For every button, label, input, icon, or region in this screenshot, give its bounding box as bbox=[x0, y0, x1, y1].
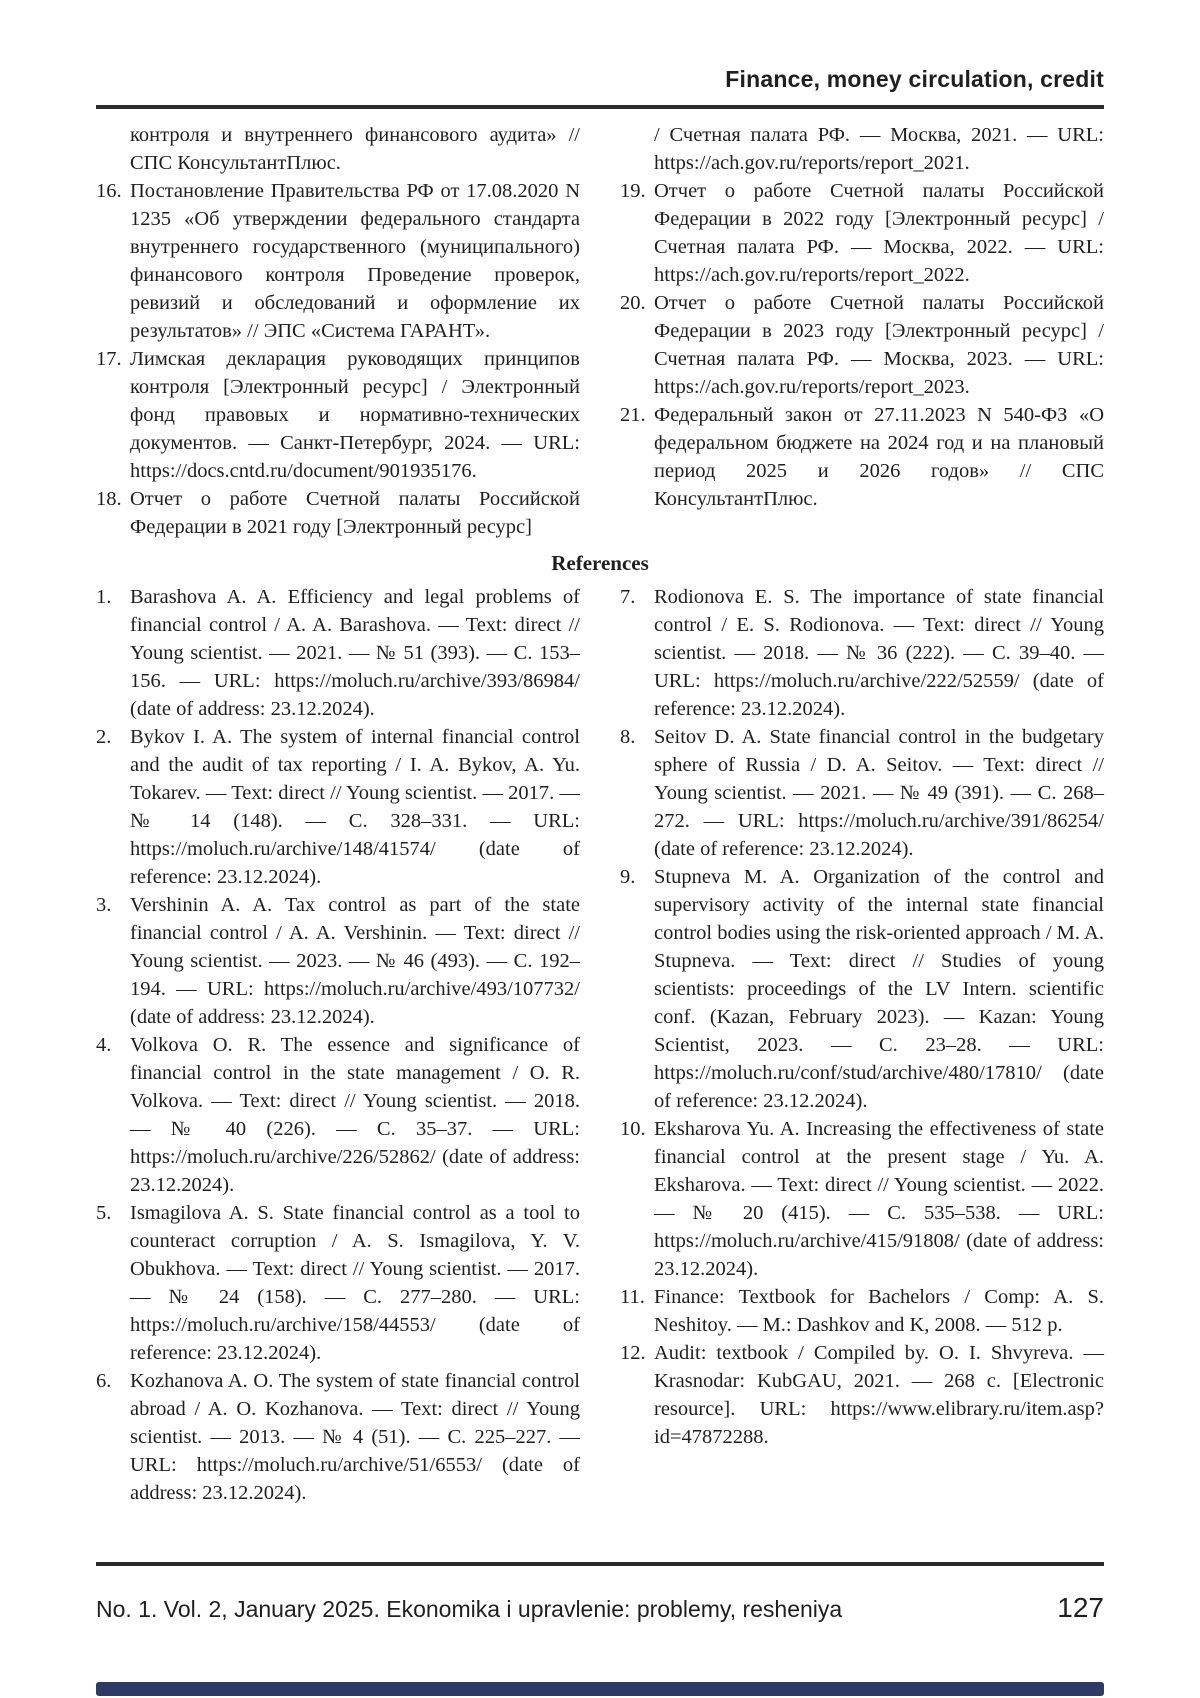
reference-number bbox=[96, 121, 130, 177]
footer-rule bbox=[96, 1562, 1104, 1566]
reference-item bbox=[620, 1339, 1104, 1451]
reference-text: Vershinin A. A. Tax control as part of the state financial control / A. A. Vershinin. — Text: direct // Young scientist. — 2023. — № 46 (493). — С. 192–194. — URL: https://moluch.ru/archive/493/107732/ (date of address: 23.12.2024). bbox=[130, 894, 580, 1028]
reference-text: Rodionova E. S. The importance of state financial control / E. S. Rodionova. — Text: direct // Young scientist. — 2018. — № 36 (222). — С. 39–40. — URL: https://moluch.ru/archive/222/52559/ (date of reference: 23.12.2024). bbox=[654, 586, 1104, 720]
page-footer bbox=[96, 1562, 1104, 1624]
references-right-column bbox=[620, 583, 1104, 1507]
reference-item bbox=[96, 1199, 580, 1367]
reference-number: 3. bbox=[96, 894, 112, 916]
reference-item bbox=[96, 485, 580, 541]
reference-number: 21. bbox=[620, 404, 646, 426]
reference-text: Ismagilova A. S. State financial control as a tool to counteract corruption / A. S. Ismagilova, Y. V. Obukhova. — Text: direct // Young scientist. — 2017. — № 24 (158). — С. 277–280. — URL: https://moluch.ru/archive/158/44553/ (date of reference: 23.12.2024). bbox=[130, 1202, 580, 1364]
reference-number: 2. bbox=[96, 726, 112, 748]
section-title: Finance, money circulation, credit bbox=[725, 66, 1104, 92]
reference-item bbox=[620, 1115, 1104, 1283]
reference-text: Отчет о работе Счетной палаты Российской Федерации в 2023 году [Электронный ресурс] / Счетная палата РФ. — Москва, 2023. — URL: https://ach.gov.ru/reports/report_2023. bbox=[654, 292, 1104, 398]
reference-number: 11. bbox=[620, 1286, 645, 1308]
reference-number: 5. bbox=[96, 1202, 112, 1224]
reference-text: контроля и внутреннего финансового аудита» // СПС КонсультантПлюс. bbox=[130, 124, 580, 174]
reference-item bbox=[620, 289, 1104, 401]
references-left-column bbox=[96, 583, 580, 1507]
header-rule bbox=[96, 105, 1104, 109]
reference-item bbox=[96, 583, 580, 723]
reference-text: Bykov I. A. The system of internal financial control and the audit of tax reporting / I. A. Bykov, A. Yu. Tokarev. — Text: direct // Young scientist. — 2017. — № 14 (148). — С. 328–331. — URL: https://moluch.ru/archive/148/41574/ (date of reference: 23.12.2024). bbox=[130, 726, 580, 888]
reference-number: 7. bbox=[620, 586, 636, 608]
reference-text: Stupneva M. A. Organization of the control and supervisory activity of the internal state financial control bodies using the risk-oriented approach / M. A. Stupneva. — Text: direct // Studies of young scientists: proceedings of the LV Intern. scientific conf. (Kazan, February 2023). — Kazan: Young Scientist, 2023. — С. 23–28. — URL: https://moluch.ru/conf/stud/archive/480/17810/ (date of reference: 23.12.2024). bbox=[654, 866, 1104, 1112]
bottom-accent-bar bbox=[96, 1682, 1104, 1696]
reference-item bbox=[96, 177, 580, 345]
reference-text: Kozhanova A. O. The system of state financial control abroad / A. O. Kozhanova. — Text: direct // Young scientist. — 2013. — № 4 (51). — С. 225–227. — URL: https://moluch.ru/archive/51/6553/ (date of address: 23.12.2024). bbox=[130, 1370, 580, 1504]
reference-text: Finance: Textbook for Bachelors / Comp: A. S. Neshitoy. — M.: Dashkov and K, 2008. — 512 p. bbox=[654, 1286, 1104, 1336]
reference-number: 19. bbox=[620, 180, 646, 202]
reference-item bbox=[620, 1283, 1104, 1339]
reference-text: / Счетная палата РФ. — Москва, 2021. — URL: https://ach.gov.ru/reports/report_2021. bbox=[654, 124, 1104, 174]
reference-text: Постановление Правительства РФ от 17.08.2020 N 1235 «Об утверждении федерального стандарта внутреннего государственного (муниципального) финансового контроля Проведение проверок, ревизий и обследований и оформление их результатов» // ЭПС «Система ГАРАНТ». bbox=[130, 180, 580, 342]
reference-number: 18. bbox=[96, 488, 122, 510]
reference-number: 6. bbox=[96, 1370, 112, 1392]
reference-number: 4. bbox=[96, 1034, 112, 1056]
references-list bbox=[96, 583, 1104, 1507]
reference-text: Отчет о работе Счетной палаты Российской Федерации в 2021 году [Электронный ресурс] bbox=[130, 488, 580, 538]
reference-item bbox=[96, 891, 580, 1031]
reference-item bbox=[620, 401, 1104, 513]
reference-item bbox=[96, 1031, 580, 1199]
reference-text: Федеральный закон от 27.11.2023 N 540-ФЗ «О федеральном бюджете на 2024 год и на плановый период 2025 и 2026 годов» // СПС КонсультантПлюс. bbox=[654, 404, 1104, 510]
reference-text: Eksharova Yu. A. Increasing the effectiveness of state financial control at the present stage / Yu. A. Eksharova. — Text: direct // Young scientist. — 2022. — № 20 (415). — С. 535–538. — URL: https://moluch.ru/archive/415/91808/ (date of address: 23.12.2024). bbox=[654, 1118, 1104, 1280]
reference-item bbox=[620, 723, 1104, 863]
reference-number: 12. bbox=[620, 1342, 646, 1364]
reference-text: Лимская декларация руководящих принципов контроля [Электронный ресурс] / Электронный фонд правовых и нормативно-технических документов. — Санкт-Петербург, 2024. — URL: https://docs.cntd.ru/document/901935176. bbox=[130, 348, 580, 482]
russian-bibliography bbox=[96, 121, 1104, 541]
reference-number: 16. bbox=[96, 180, 122, 202]
reference-item bbox=[96, 723, 580, 891]
reference-text: Seitov D. A. State financial control in the budgetary sphere of Russia / D. A. Seitov. — Text: direct // Young scientist. — 2021. — № 49 (391). — С. 268–272. — URL: https://moluch.ru/archive/391/86254/ (date of reference: 23.12.2024). bbox=[654, 726, 1104, 860]
reference-number: 10. bbox=[620, 1118, 646, 1140]
reference-number: 8. bbox=[620, 726, 636, 748]
reference-number: 1. bbox=[96, 586, 112, 608]
reference-text: Audit: textbook / Compiled by. O. I. Shvyreva. — Krasnodar: KubGAU, 2021. — 268 с. [Electronic resource]. URL: https://www.elibrary.ru/item.asp?id=47872288. bbox=[654, 1342, 1104, 1448]
reference-item bbox=[96, 345, 580, 485]
reference-number: 9. bbox=[620, 866, 636, 888]
journal-issue-line: No. 1. Vol. 2, January 2025. Ekonomika i upravlenie: problemy, resheniya bbox=[96, 1596, 843, 1622]
russian-bibliography-right-column bbox=[620, 121, 1104, 541]
reference-item bbox=[620, 121, 1104, 177]
reference-item bbox=[620, 583, 1104, 723]
reference-number: 17. bbox=[96, 348, 122, 370]
page-number: 127 bbox=[1057, 1592, 1104, 1623]
reference-text: Volkova O. R. The essence and significance of financial control in the state management / O. R. Volkova. — Text: direct // Young scientist. — 2018. — № 40 (226). — С. 35–37. — URL: https://moluch.ru/archive/226/52862/ (date of address: 23.12.2024). bbox=[130, 1034, 580, 1196]
reference-item bbox=[96, 121, 580, 177]
reference-text: Barashova A. A. Efficiency and legal problems of financial control / A. A. Barashova. — Text: direct // Young scientist. — 2021. — № 51 (393). — С. 153–156. — URL: https://moluch.ru/archive/393/86984/ (date of address: 23.12.2024). bbox=[130, 586, 580, 720]
reference-item bbox=[96, 1367, 580, 1507]
reference-item bbox=[620, 863, 1104, 1115]
reference-number: 20. bbox=[620, 292, 646, 314]
reference-number bbox=[620, 121, 654, 177]
reference-item bbox=[620, 177, 1104, 289]
russian-bibliography-left-column bbox=[96, 121, 580, 541]
reference-text: Отчет о работе Счетной палаты Российской Федерации в 2022 году [Электронный ресурс] / Счетная палата РФ. — Москва, 2022. — URL: https://ach.gov.ru/reports/report_2022. bbox=[654, 180, 1104, 286]
references-heading: References bbox=[551, 551, 649, 575]
